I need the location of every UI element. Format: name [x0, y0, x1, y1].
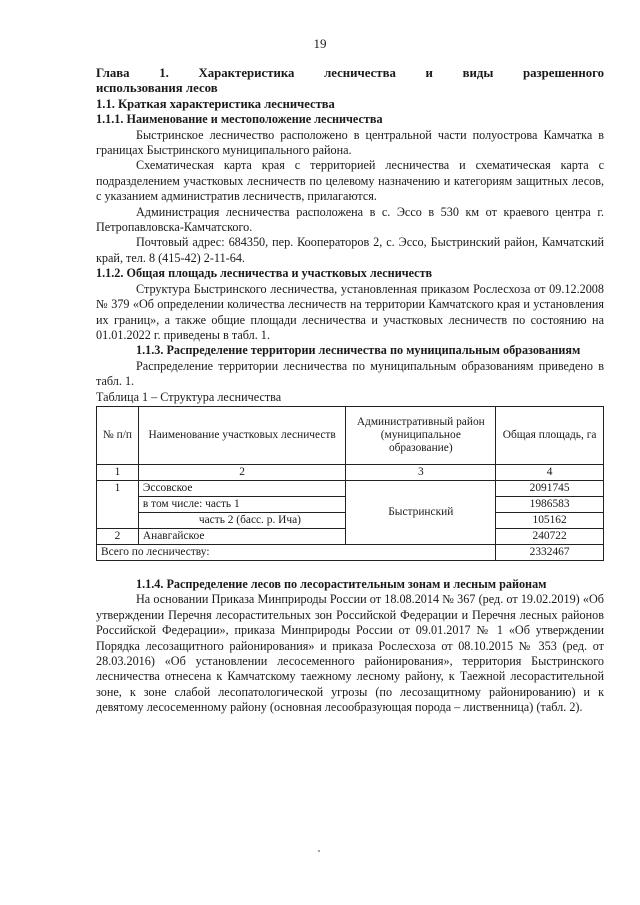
table-column-numbers-row — [97, 464, 604, 480]
row-name-cell: в том числе: часть 1 — [138, 496, 346, 512]
column-number-cell: 4 — [496, 464, 604, 480]
row-number-cell: 1 — [97, 480, 139, 528]
column-number-cell: 3 — [346, 464, 496, 480]
section-1-1-1-heading: 1.1.1. Наименование и местоположение лесничества — [96, 112, 383, 127]
section-1-1-1-paragraph-2: Схематическая карта края с территорией лесничества и схематическая карта с подразделением участковых лесничеств по целевому назначению и категориям защитных лесов, с указанием административ лесничеств, прилагаются. — [96, 158, 604, 204]
district-cell: Быстринский — [346, 480, 496, 544]
chapter-heading — [96, 66, 604, 97]
row-name-cell: часть 2 (басс. р. Ича) — [138, 512, 346, 528]
section-1-1-2-heading: 1.1.2. Общая площадь лесничества и участковых лесничеств — [96, 266, 433, 281]
header-cell-area: Общая площадь, га — [496, 406, 604, 464]
section-1-1-2-paragraph-1: Структура Быстринского лесничества, установленная приказом Рослесхоза от 09.12.2008 № 379 «Об определении количества лесничеств на территории Камчатского края и установления их границ», а также общие площади лесничества и участковых лесничеств по состоянию на 01.01.2022 г. приведены в табл. 1. — [96, 281, 604, 342]
section-1-1-1-paragraph-3: Администрация лесничества расположена в с. Эссо в 530 км от краевого центра г. Петропавловска-Камчатского. — [96, 204, 604, 235]
forestry-structure-table — [96, 406, 604, 561]
row-area-cell: 105162 — [496, 512, 604, 528]
row-number-cell: 2 — [97, 528, 139, 544]
table-total-row — [97, 544, 604, 560]
section-1-1-1-paragraph-4: Почтовый адрес: 684350, пер. Кооператоров 2, с. Эссо, Быстринский район, Камчатский край, тел. 8 (415-42) 2-11-64. — [96, 235, 604, 265]
header-cell-num: № п/п — [97, 406, 139, 464]
table-1-caption: Таблица 1 – Структура лесничества — [96, 389, 282, 404]
total-label-cell: Всего по лесничеству: — [97, 544, 496, 560]
row-area-cell: 240722 — [496, 528, 604, 544]
row-area-cell: 1986583 — [496, 496, 604, 512]
column-number-cell: 2 — [138, 464, 346, 480]
total-area-cell: 2332467 — [496, 544, 604, 560]
header-cell-name: Наименование участковых лесничеств — [138, 406, 346, 464]
chapter-heading-line1: Глава 1. Характеристика лесничества и виды разрешенного — [96, 66, 604, 80]
section-1-1-3-paragraph-1: Распределение территории лесничества по муниципальным образованиям приведено в табл. 1. — [96, 358, 604, 389]
document-body — [96, 66, 604, 716]
section-1-1-4-paragraph-1: На основании Приказа Минприроды России от 18.08.2014 № 367 (ред. от 19.02.2019) «Об утверждении Перечня лесорастительных зон Российской Федерации и Перечня лесных районов Российской Федерации», приказа Минприроды России от 09.01.2017 № 1 «Об утверждении Порядка лесозащитного районирования» и приказа Рослесхоза от 08.10.2015 № 353 (ред. от 28.03.2016) «Об установлении лесосеменного районирования», территория Быстринского лесничества отнесена к Камчатскому таежному лесному району, к Таежной лесорастительной зоне, к зоне слабой лесопатологической угрозы (по лесозащитному районированию) и к девятому лесосеменному району (основная лесообразующая порода – лиственница) (табл. 2). — [96, 592, 604, 715]
row-name-cell: Анавгайское — [138, 528, 346, 544]
section-1-1-1-paragraph-1: Быстринское лесничество расположено в центральной части полуострова Камчатка в границах Быстринского муниципального района. — [96, 127, 604, 158]
table-header-row — [97, 406, 604, 464]
row-name-cell: Эссовское — [138, 480, 346, 496]
page-number: 19 — [313, 36, 327, 51]
scan-speck — [318, 850, 320, 852]
section-1-1-3-heading: 1.1.3. Распределение территории лесничества по муниципальным образованиям — [136, 343, 581, 358]
table-row — [97, 480, 604, 496]
section-1-1-4-heading: 1.1.4. Распределение лесов по лесорастительным зонам и лесным районам — [136, 576, 547, 591]
header-cell-district: Административный район (муниципальное образование) — [346, 406, 496, 464]
section-1-1-heading: 1.1. Краткая характеристика лесничества — [96, 96, 335, 111]
row-area-cell: 2091745 — [496, 480, 604, 496]
column-number-cell: 1 — [97, 464, 139, 480]
chapter-heading-line2: использования лесов — [96, 81, 218, 96]
